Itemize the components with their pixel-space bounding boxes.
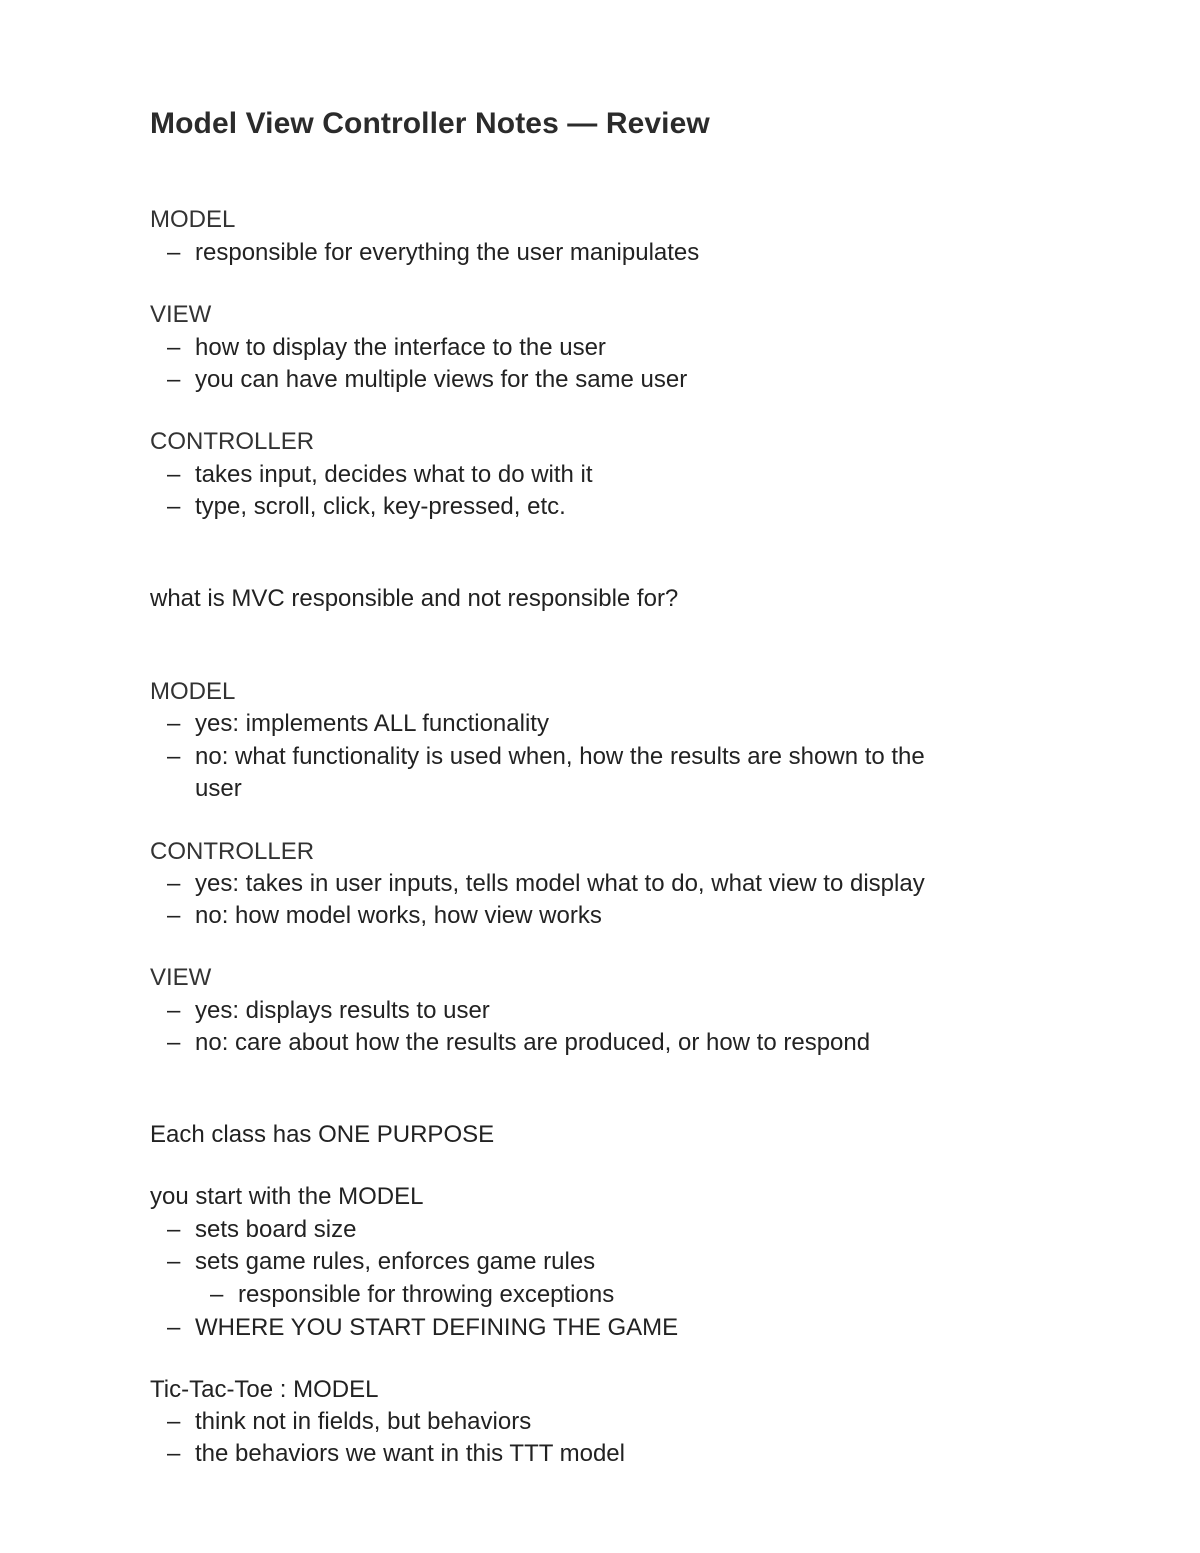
list-item: – you can have multiple views for the same user	[167, 366, 688, 393]
list-item: – no: what functionality is used when, how the results are shown to the	[167, 743, 925, 770]
controller-heading: CONTROLLER	[150, 428, 315, 455]
list-item: – type, scroll, click, key-pressed, etc.	[167, 493, 566, 520]
ttt-heading: Tic-Tac-Toe : MODEL	[150, 1376, 379, 1403]
view-heading: VIEW	[150, 964, 212, 991]
list-item: – the behaviors we want in this TTT model	[167, 1440, 625, 1467]
list-item: – takes input, decides what to do with it	[167, 461, 593, 488]
list-item: – yes: takes in user inputs, tells model what to do, what view to display	[167, 870, 925, 897]
list-item: – yes: implements ALL functionality	[167, 710, 549, 737]
list-item: – sets board size	[167, 1216, 357, 1243]
list-item: – no: how model works, how view works	[167, 902, 602, 929]
one-purpose-text: Each class has ONE PURPOSE	[150, 1121, 495, 1148]
list-item: – how to display the interface to the user	[167, 334, 606, 361]
list-item: – responsible for everything the user manipulates	[167, 239, 700, 266]
list-item: – no: care about how the results are produced, or how to respond	[167, 1029, 871, 1056]
list-item: – sets game rules, enforces game rules	[167, 1248, 596, 1275]
list-item-continuation: user	[195, 775, 242, 802]
controller-heading: CONTROLLER	[150, 838, 315, 865]
list-item: – think not in fields, but behaviors	[167, 1408, 532, 1435]
model-heading: MODEL	[150, 206, 236, 233]
question-text: what is MVC responsible and not responsible for?	[150, 585, 679, 612]
page-title: Model View Controller Notes — Review	[150, 107, 710, 140]
start-heading: you start with the MODEL	[150, 1183, 424, 1210]
sub-list-item: – responsible for throwing exceptions	[210, 1281, 615, 1308]
list-item: – yes: displays results to user	[167, 997, 490, 1024]
view-heading: VIEW	[150, 301, 212, 328]
model-heading: MODEL	[150, 678, 236, 705]
list-item: – WHERE YOU START DEFINING THE GAME	[167, 1314, 679, 1341]
